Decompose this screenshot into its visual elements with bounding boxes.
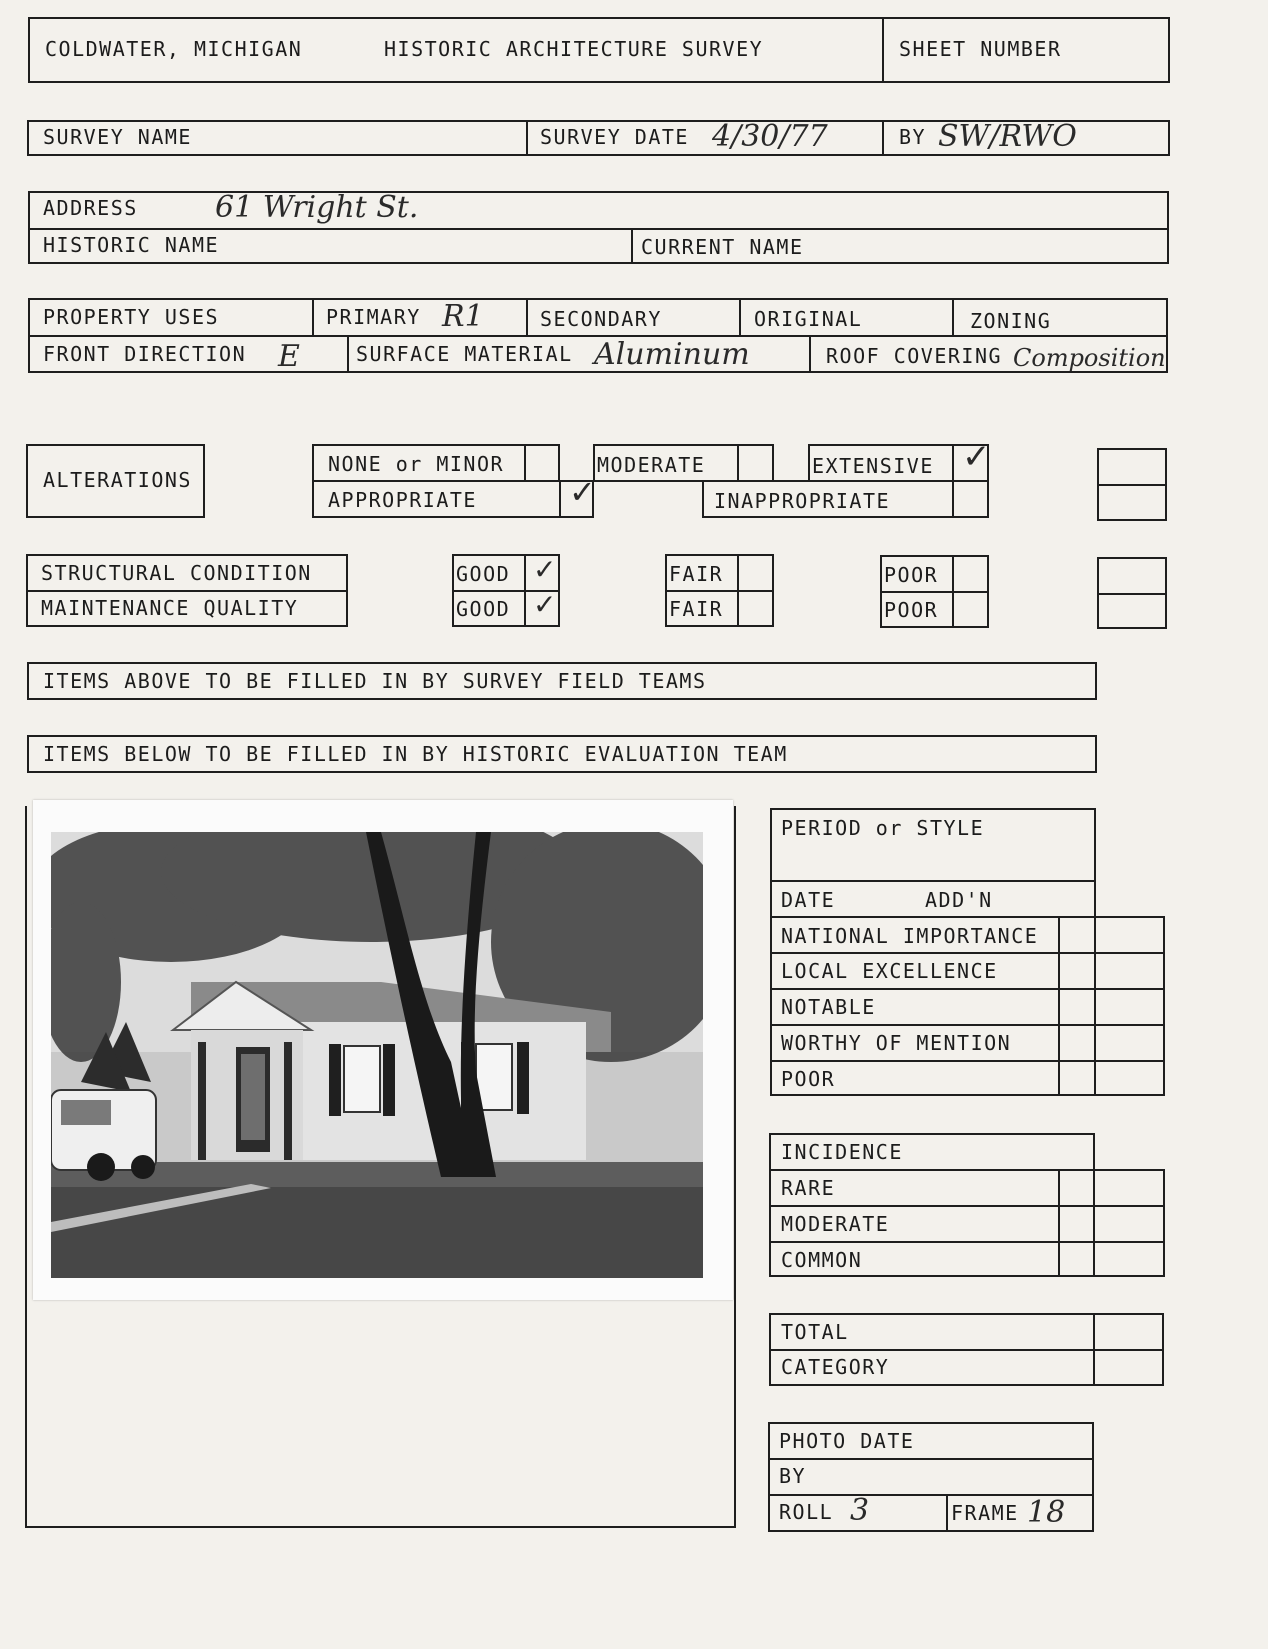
category-label: CATEGORY (781, 1355, 890, 1379)
roll-label: ROLL (779, 1500, 834, 1524)
surface-material-label: SURFACE MATERIAL (356, 342, 573, 366)
condition-fair-check-divider (737, 554, 739, 627)
survey-row-right (1168, 120, 1170, 156)
eval-row-2 (770, 916, 1165, 918)
note-below-right (1095, 735, 1097, 773)
incidence-label: INCIDENCE (781, 1140, 903, 1164)
original-label: ORIGINAL (754, 307, 863, 331)
historic-name-label: HISTORIC NAME (43, 233, 220, 257)
alt-extensive-label: EXTENSIVE (812, 454, 934, 478)
property-col-2 (526, 298, 528, 335)
structural-condition-label: STRUCTURAL CONDITION (41, 561, 312, 585)
photo-area-bottom (25, 1526, 736, 1528)
alt-score-divider (1097, 484, 1167, 486)
incidence-row-4 (1058, 1275, 1165, 1277)
alt-none-minor-check-divider (524, 444, 526, 482)
incidence-row-2 (769, 1205, 1165, 1207)
property-col-4 (952, 298, 954, 335)
header-title: HISTORIC ARCHITECTURE SURVEY (384, 37, 764, 61)
survey-by-label: BY (899, 125, 927, 149)
note-below-left (27, 735, 29, 773)
alt-moderate-label: MODERATE (597, 453, 706, 477)
photo-area-right (734, 806, 736, 1528)
total-row-divider (769, 1349, 1164, 1351)
incidence-col-1 (1058, 1169, 1060, 1277)
survey-name-label: SURVEY NAME (43, 125, 192, 149)
header-city: COLDWATER, MICHIGAN (45, 37, 303, 61)
survey-row-bottom (28, 154, 1170, 156)
note-below-bottom (28, 771, 1096, 773)
eval-row-5 (770, 1024, 1165, 1026)
structural-poor-label: POOR (884, 563, 939, 587)
total-col-divider (1093, 1313, 1095, 1386)
worthy-of-mention-label: WORTHY OF MENTION (781, 1031, 1012, 1055)
eval-col-1 (1058, 916, 1060, 1096)
address-col-divider (631, 228, 633, 264)
maintenance-good-label: GOOD (456, 597, 511, 621)
address-value: 61 Wright St. (215, 190, 419, 225)
property-col-5 (347, 335, 349, 373)
eval-row-4 (770, 988, 1165, 990)
condition-poor-divider (880, 591, 989, 593)
notable-label: NOTABLE (781, 995, 876, 1019)
eval-poor-label: POOR (781, 1067, 836, 1091)
primary-label: PRIMARY (326, 305, 421, 329)
local-excellence-label: LOCAL EXCELLENCE (781, 959, 998, 983)
survey-divider-2 (882, 120, 884, 156)
eval-row-3 (770, 952, 1165, 954)
current-name-label: CURRENT NAME (641, 235, 804, 259)
alt-appropriate-check: ✓ (569, 473, 596, 511)
maintenance-good-check: ✓ (533, 588, 557, 621)
eval-row-7 (1058, 1094, 1165, 1096)
note-above-top (28, 662, 1096, 664)
address-row-divider (28, 228, 1169, 230)
alt-inappropriate-label: INAPPROPRIATE (714, 489, 891, 513)
note-above-left (27, 662, 29, 700)
surface-material-value: Aluminum (594, 337, 750, 372)
primary-value: R1 (442, 299, 484, 334)
alt-extensive-check-divider (952, 444, 954, 482)
incidence-rare-label: RARE (781, 1176, 836, 1200)
note-above-text: ITEMS ABOVE TO BE FILLED IN BY SURVEY FIELD TEAMS (43, 669, 707, 693)
national-importance-label: NATIONAL IMPORTANCE (781, 924, 1039, 948)
condition-score-divider (1097, 593, 1167, 595)
sheet-number-label: SHEET NUMBER (899, 37, 1062, 61)
eval-date-label: DATE (781, 888, 836, 912)
condition-fair-divider (665, 590, 774, 592)
survey-row-left (27, 120, 29, 156)
survey-date-label: SURVEY DATE (540, 125, 689, 149)
maintenance-poor-label: POOR (884, 598, 939, 622)
frame-value: 18 (1027, 1495, 1066, 1530)
zoning-label: ZONING (970, 309, 1052, 333)
note-below-text: ITEMS BELOW TO BE FILLED IN BY HISTORIC EVALUATION TEAM (43, 742, 788, 766)
roof-covering-label: ROOF COVERING (826, 344, 1003, 368)
frame-label: FRAME (951, 1501, 1019, 1525)
roll-value: 3 (850, 1493, 870, 1528)
note-below-top (28, 735, 1096, 737)
total-label: TOTAL (781, 1320, 849, 1344)
structural-good-label: GOOD (456, 562, 511, 586)
condition-good-check-divider (524, 554, 526, 627)
front-direction-value: E (278, 339, 300, 374)
eval-col-2 (1163, 916, 1165, 1096)
photo-date-label: PHOTO DATE (779, 1429, 915, 1453)
maintenance-quality-label: MAINTENANCE QUALITY (41, 596, 299, 620)
incidence-common-label: COMMON (781, 1248, 863, 1272)
structural-good-check: ✓ (533, 553, 557, 586)
survey-by-value: SW/RWO (938, 119, 1077, 154)
alt-appropriate-label: APPROPRIATE (328, 488, 477, 512)
photo-info-row-1 (768, 1458, 1094, 1460)
property-col-3 (739, 298, 741, 335)
incidence-row-1 (769, 1169, 1165, 1171)
incidence-col-2 (1163, 1169, 1165, 1277)
property-col-6 (809, 335, 811, 373)
property-col-1 (312, 298, 314, 335)
note-above-bottom (28, 698, 1096, 700)
alt-appropriate-check-divider (559, 480, 561, 518)
eval-row-1 (770, 880, 1096, 882)
property-uses-label: PROPERTY USES (43, 305, 220, 329)
photo-by-label: BY (779, 1464, 807, 1488)
alt-moderate-check-divider (737, 444, 739, 482)
house-photo (51, 832, 703, 1278)
alt-none-minor-label: NONE or MINOR (328, 452, 505, 476)
incidence-row-3 (769, 1241, 1165, 1243)
maintenance-fair-label: FAIR (669, 597, 724, 621)
eval-addn-label: ADD'N (925, 888, 993, 912)
period-style-label: PERIOD or STYLE (781, 816, 985, 840)
roof-covering-value: Composition (1013, 344, 1166, 372)
alt-inappropriate-check-divider (952, 480, 954, 518)
secondary-label: SECONDARY (540, 307, 662, 331)
survey-date-value: 4/30/77 (712, 119, 828, 154)
condition-poor-check-divider (952, 555, 954, 628)
header-divider (882, 17, 884, 83)
survey-divider-1 (526, 120, 528, 156)
address-label: ADDRESS (43, 196, 138, 220)
front-direction-label: FRONT DIRECTION (43, 342, 247, 366)
structural-fair-label: FAIR (669, 562, 724, 586)
alterations-label: ALTERATIONS (43, 468, 192, 492)
photo-info-col (946, 1494, 948, 1532)
condition-label-divider (26, 590, 348, 592)
note-above-right (1095, 662, 1097, 700)
alt-extensive-check: ✓ (962, 437, 991, 477)
incidence-moderate-label: MODERATE (781, 1212, 890, 1236)
eval-row-6 (770, 1060, 1165, 1062)
photo-area-left (25, 806, 27, 1528)
